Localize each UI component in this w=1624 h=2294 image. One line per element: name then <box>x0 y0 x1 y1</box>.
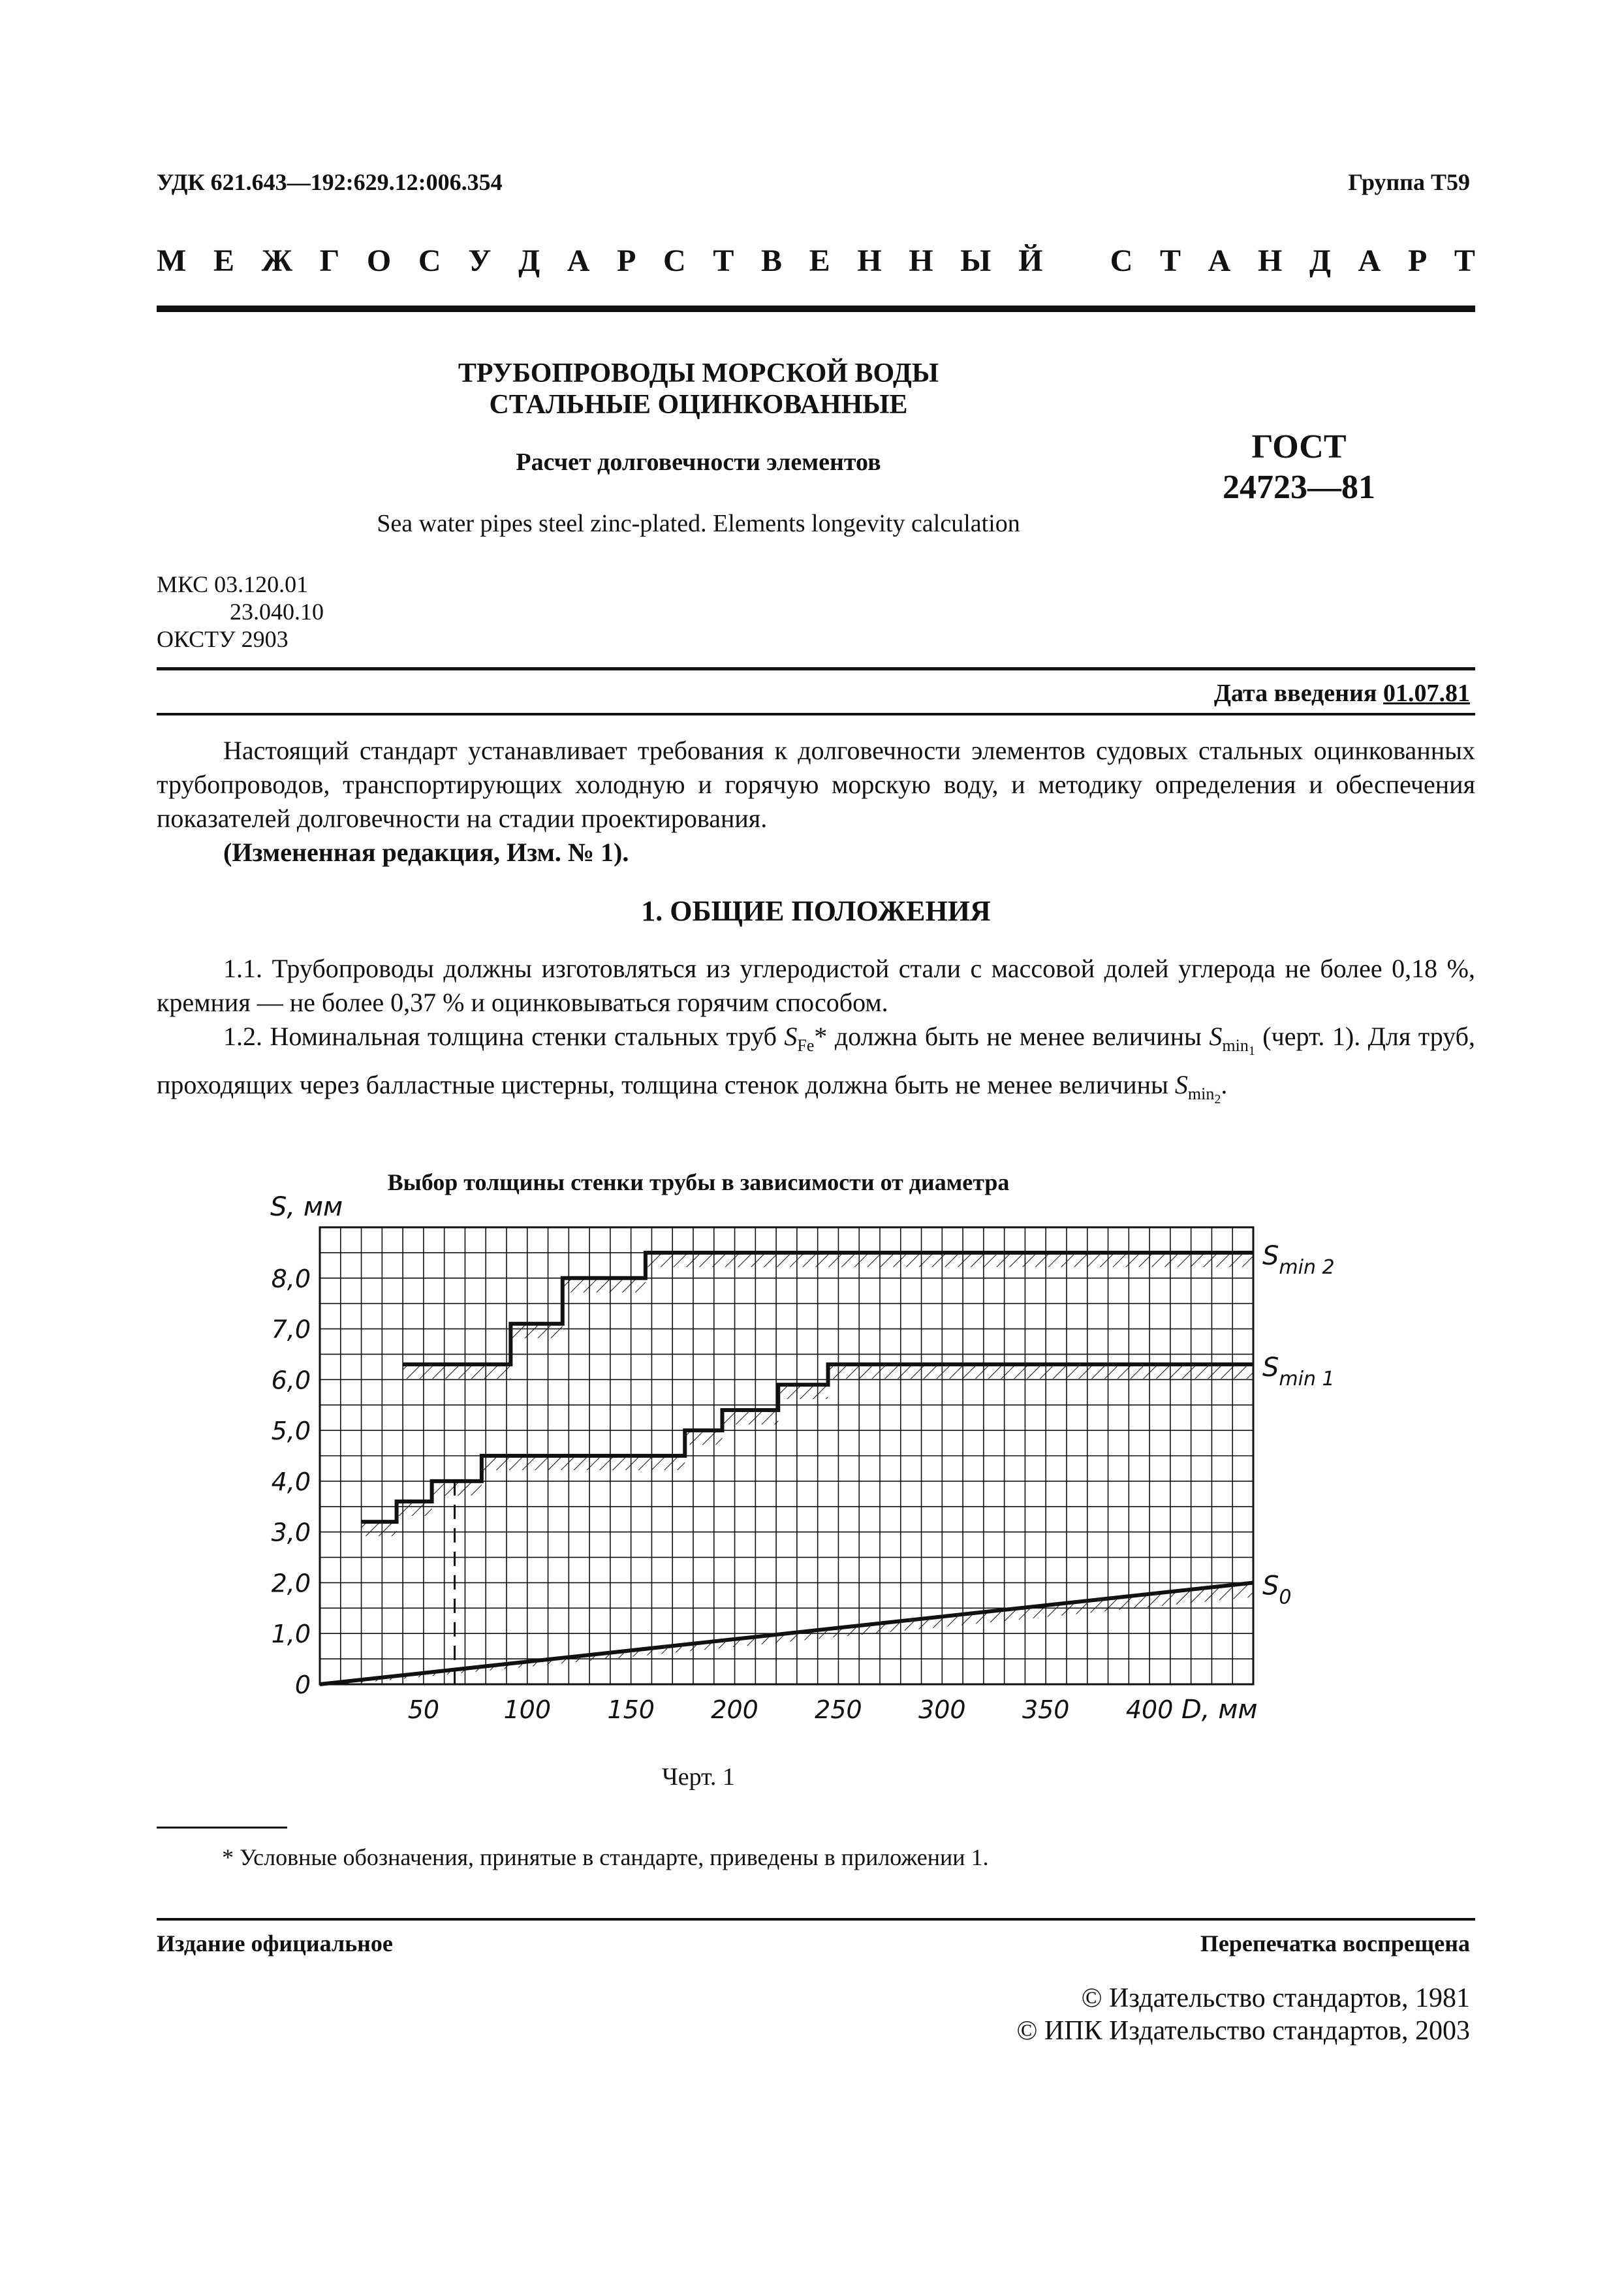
series-line-smin2 <box>403 1253 1253 1364</box>
y-tick-label: 7,0 <box>271 1315 311 1344</box>
copyright-1981: © Издательство стандартов, 1981 <box>1081 1983 1470 2013</box>
heading-letter: А <box>567 244 590 278</box>
reprint-prohibited: Перепечатка воспрещена <box>1200 1930 1470 1956</box>
heading-letter: Т <box>1160 244 1181 278</box>
title-line-1: ТРУБОПРОВОДЫ МОРСКОЙ ВОДЫ <box>458 358 939 388</box>
y-axis-label: S, мм <box>270 1192 343 1222</box>
p12-text-c: (черт. 1). Для труб, проходящих через балластные цистерны, толщина стенок должна быть не менее величины <box>157 1022 1476 1100</box>
heading-letter: Т <box>1454 244 1475 278</box>
official-edition: Издание официальное <box>157 1930 393 1956</box>
series-label-s0: $S_0$ <box>1262 1571 1292 1609</box>
group-code: Группа Т59 <box>1348 169 1470 195</box>
document-title <box>261 358 1136 420</box>
heading-letter: О <box>366 244 392 278</box>
heading-letter: Й <box>1018 244 1043 278</box>
p12-text-d: . <box>1221 1070 1228 1100</box>
y-tick-label: 4,0 <box>271 1467 311 1496</box>
series-label-smin1: $S_{min 1}$ <box>1262 1353 1335 1391</box>
title-line-2: СТАЛЬНЫЕ ОЦИНКОВАННЫЕ <box>489 390 908 420</box>
s-fe-symbol: S <box>784 1022 798 1051</box>
x-tick-label: 150 <box>607 1695 655 1724</box>
y-tick-label: 1,0 <box>271 1620 311 1649</box>
hatch-band <box>403 1253 1253 1379</box>
paragraph-1-1: 1.1. Трубопроводы должны изготовляться из углеродистой стали с массовой долей углерода не более 0,18 %, кремния — не более 0,37 % и оцинковываться горячим способом. <box>157 954 1475 1017</box>
heading-letter: Н <box>857 244 882 278</box>
footer-rule <box>157 1918 1475 1921</box>
gost-label: ГОСТ <box>1251 428 1347 465</box>
x-tick-label: 350 <box>1022 1695 1070 1724</box>
chart-title: Выбор толщины стенки трубы в зависимости от диаметра <box>387 1169 1010 1195</box>
heading-letter: В <box>761 244 783 278</box>
heading-letter: С <box>418 244 441 278</box>
document-subtitle: Расчет долговечности элементов <box>516 448 881 476</box>
heading-letter: Д <box>518 244 540 278</box>
heading-letter: А <box>1208 244 1231 278</box>
figure-caption: Черт. 1 <box>662 1763 735 1791</box>
footnote-rule <box>157 1827 287 1829</box>
section-heading: 1. ОБЩИЕ ПОЛОЖЕНИЯ <box>641 895 991 927</box>
y-tick-label: 3,0 <box>271 1518 311 1547</box>
chart-grid <box>320 1227 1253 1684</box>
heading-letter: Н <box>909 244 933 278</box>
codes-rule <box>157 667 1475 670</box>
heading-letter: Р <box>1407 244 1428 278</box>
heading-gap <box>1070 243 1083 279</box>
heading-letter: С <box>663 244 686 278</box>
s-min2-symbol: S <box>1174 1070 1188 1100</box>
intro-paragraph: Настоящий стандарт устанавливает требования к долговечности элементов судовых стальных оцинкованных трубопроводов, транспортирующих холодную и горячую морскую воду, и методику определения и обеспечения показателей долговечности на стадии проектирования. <box>157 736 1475 833</box>
min1-index: 1 <box>1248 1044 1255 1059</box>
heading-letter: Ы <box>960 244 992 278</box>
y-tick-label: 0 <box>294 1671 311 1699</box>
heading-letter: Ж <box>261 244 293 278</box>
header-rule <box>157 306 1475 312</box>
heading-letter: Е <box>809 244 830 278</box>
x-tick-label: 50 <box>407 1695 440 1724</box>
s-fe-subscript: Fe <box>797 1036 815 1055</box>
chart-hatching <box>320 1253 1253 1684</box>
wall-thickness-chart <box>248 1188 1397 1750</box>
heading-letter: Т <box>713 244 734 278</box>
paragraph-1-2 <box>157 1020 1475 1116</box>
english-title: Sea water pipes steel zinc-plated. Elements longevity calculation <box>377 510 1020 537</box>
heading-letter: Д <box>1309 244 1331 278</box>
y-tick-label: 6,0 <box>271 1366 311 1395</box>
x-tick-label: 100 <box>503 1695 552 1724</box>
heading-letter: Р <box>617 244 636 278</box>
x-tick-label: 400 <box>1125 1695 1174 1724</box>
x-axis-label: D, мм <box>1181 1695 1258 1725</box>
min2-index: 2 <box>1214 1092 1221 1107</box>
x-tick-label: 300 <box>918 1695 966 1724</box>
classification-codes <box>157 571 324 653</box>
heading-letter: М <box>157 244 187 278</box>
min-subscript-2: min <box>1187 1084 1215 1104</box>
gost-id: 24723—81 <box>1223 469 1375 506</box>
heading-letter: Г <box>319 244 340 278</box>
copyright <box>1016 1982 1470 2047</box>
mezgos-heading <box>157 243 1475 279</box>
s-min1-symbol: S <box>1209 1022 1223 1051</box>
footnote: * Условные обозначения, принятые в стандарте, приведены в приложении 1. <box>222 1844 989 1870</box>
date-value: 01.07.81 <box>1383 680 1470 707</box>
date-label: Дата введения <box>1213 680 1383 707</box>
p12-text-b: * должна быть не менее величины <box>814 1022 1210 1051</box>
copyright-2003: © ИПК Издательство стандартов, 2003 <box>1016 2016 1470 2046</box>
udk-code: УДК 621.643—192:629.12:006.354 <box>157 169 503 195</box>
mks-code-2: 23.040.10 <box>230 599 324 625</box>
y-tick-label: 5,0 <box>271 1417 311 1446</box>
x-tick-label: 200 <box>711 1695 758 1724</box>
okstu-code: ОКСТУ 2903 <box>157 626 289 652</box>
date-rule <box>157 713 1475 715</box>
p12-text-a: 1.2. Номинальная толщина стенки стальных труб <box>223 1022 785 1051</box>
series-label-smin2: $S_{min 2}$ <box>1262 1240 1335 1279</box>
y-tick-label: 8,0 <box>271 1264 311 1293</box>
hatch-band <box>362 1364 1253 1536</box>
heading-letter: Е <box>213 244 234 278</box>
amendment-note: (Измененная редакция, Изм. № 1). <box>223 838 629 867</box>
min-subscript: min <box>1222 1036 1249 1055</box>
chart-series <box>320 1253 1253 1684</box>
heading-letter: С <box>1110 244 1133 278</box>
introduction-date <box>1214 679 1470 708</box>
chart-labels <box>270 1192 1335 1725</box>
y-tick-label: 2,0 <box>271 1569 311 1598</box>
gost-number <box>1175 427 1423 508</box>
heading-letter: Н <box>1257 244 1283 278</box>
heading-letter: А <box>1358 244 1381 278</box>
x-tick-label: 250 <box>815 1695 862 1724</box>
heading-letter: У <box>468 244 492 278</box>
mks-code-1: МКС 03.120.01 <box>157 571 309 597</box>
